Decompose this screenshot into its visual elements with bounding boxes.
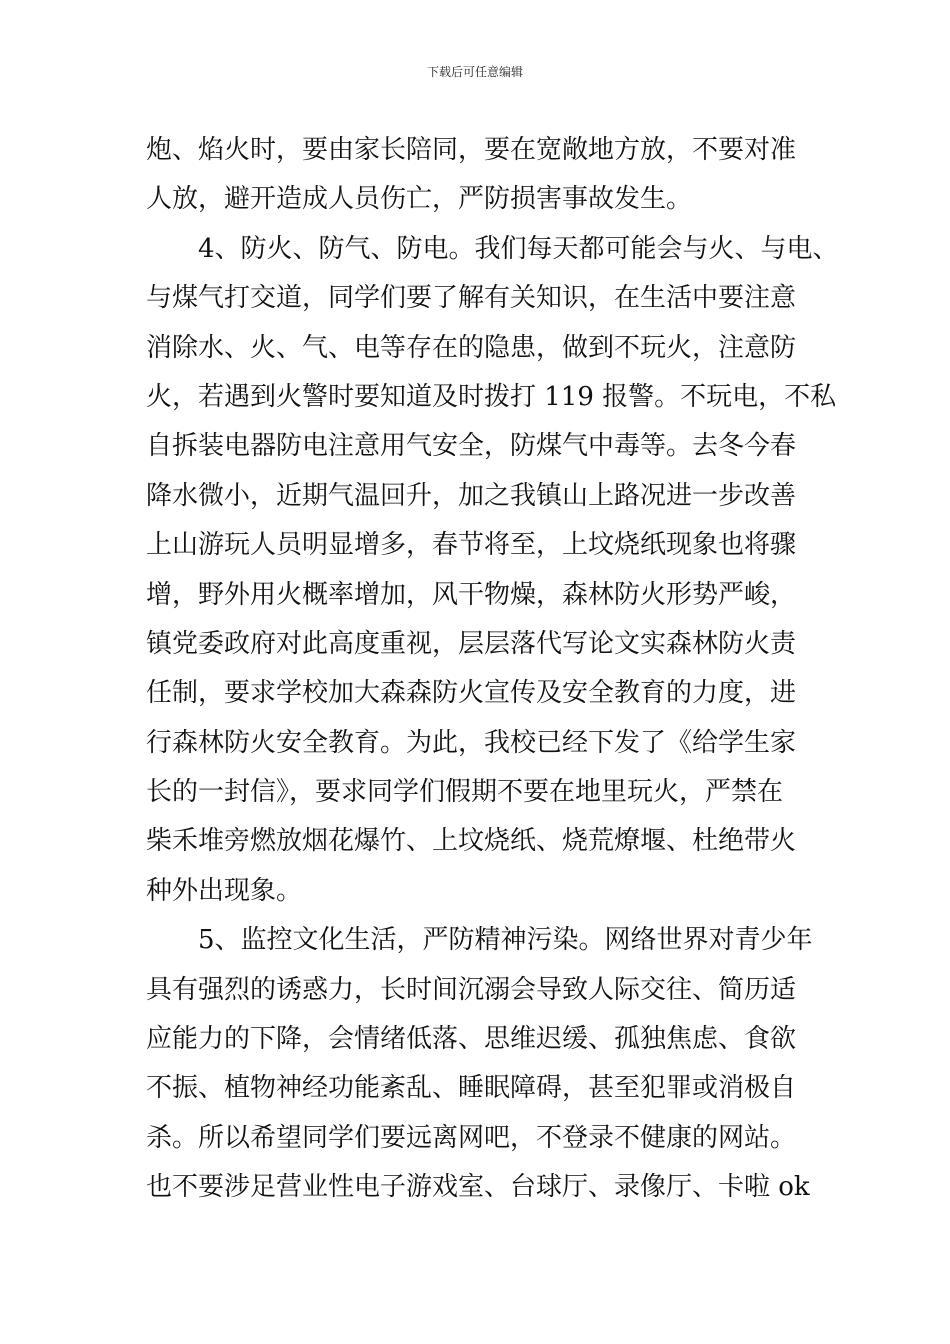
text-line: 行森林防火安全教育。为此，我校已经下发了《给学生家 <box>146 727 797 758</box>
text-line: 长的一封信》，要求同学们假期不要在地里玩火，严禁在 <box>146 777 784 808</box>
text-line: 种外出现象。 <box>146 875 303 906</box>
text-line: 上山游玩人员明显增多，春节将至，上坟烧纸现象也将骤 <box>146 530 797 561</box>
text-line: 柴禾堆旁燃放烟花爆竹、上坟烧纸、烧荒燎堰、杜绝带火 <box>146 826 797 857</box>
text-line: 降水微小，近期气温回升，加之我镇山上路况进一步改善 <box>146 480 797 511</box>
body-text <box>146 126 839 1213</box>
text-line: 消除水、火、气、电等存在的隐患，做到不玩火，注意防 <box>146 332 797 363</box>
text-line: 镇党委政府对此高度重视，层层落代写论文实森林防火责 <box>146 628 797 659</box>
text-line: 炮、焰火时，要由家长陪同，要在宽敞地方放，不要对准 <box>146 135 797 165</box>
text-line: 火，若遇到火警时要知道及时拨打 119 报警。不玩电，不私 <box>146 381 837 412</box>
text-line-paragraph-start: 5、监控文化生活，严防精神污染。网络世界对青少年 <box>198 925 813 956</box>
text-line: 人放，避开造成人员伤亡，严防损害事故发生。 <box>146 184 693 215</box>
text-line: 应能力的下降，会情绪低落、思维迟缓、孤独焦虑、食欲 <box>146 1024 797 1055</box>
text-line: 自拆装电器防电注意用气安全，防煤气中毒等。去冬今春 <box>146 431 797 462</box>
text-line: 也不要涉足营业性电子游戏室、台球厅、录像厅、卡啦 ok <box>146 1172 810 1203</box>
text-line: 杀。所以希望同学们要远离网吧，不登录不健康的网站。 <box>146 1122 797 1153</box>
text-line: 增，野外用火概率增加，风干物燥，森林防火形势严峻， <box>146 579 797 610</box>
page-header: 下载后可任意编辑 <box>426 65 523 79</box>
text-line: 不振、植物神经功能紊乱、睡眠障碍，甚至犯罪或消极自 <box>146 1073 797 1104</box>
text-line: 与煤气打交道，同学们要了解有关知识，在生活中要注意 <box>146 283 797 314</box>
text-line: 具有强烈的诱惑力，长时间沉溺会导致人际交往、简历适 <box>146 974 797 1005</box>
text-line: 任制，要求学校加大森森防火宣传及安全教育的力度，进 <box>146 678 797 709</box>
text-line-paragraph-start: 4、防火、防气、防电。我们每天都可能会与火、与电、 <box>198 233 839 264</box>
